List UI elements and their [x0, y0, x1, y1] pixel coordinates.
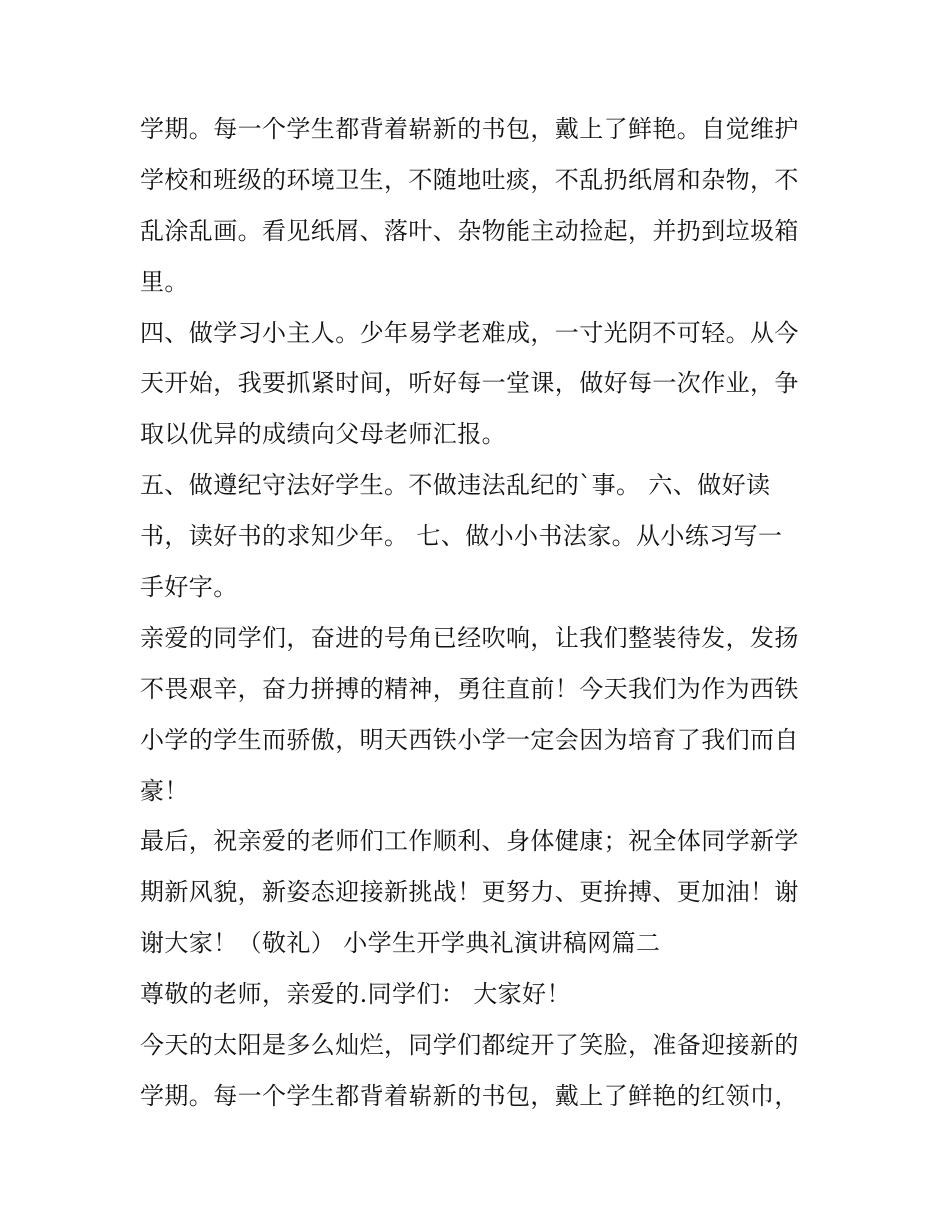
text-line: 手好字。: [140, 573, 238, 602]
text-line: 书，读好书的求知少年。 七、做小小书法家。从小练习写一: [140, 522, 783, 551]
text-line: 谢大家！（敬礼） 小学生开学典礼演讲稿网篇二: [140, 929, 661, 958]
text-line: 学期。每一个学生都背着崭新的书包，戴上了鲜艳。自觉维护: [140, 115, 799, 143]
text-line: 学期。每一个学生都背着崭新的书包，戴上了鲜艳的红领巾，: [140, 1081, 799, 1110]
text-line: 五、做遵纪守法好学生。不做违法乱纪的`事。 六、做好读: [140, 471, 771, 500]
text-line: 豪！: [140, 776, 189, 805]
text-line: 期新风貌，新姿态迎接新挑战！更努力、更拚搏、更加油！谢: [140, 878, 799, 907]
text-line: 尊敬的老师，亲爱的.同学们： 大家好！: [140, 980, 571, 1009]
text-line: 小学的学生而骄傲，明天西铁小学一定会因为培育了我们而自: [140, 725, 799, 754]
text-line: 天开始，我要抓紧时间，听好每一堂课，做好每一次作业，争: [140, 369, 799, 398]
text-line: 里。: [140, 267, 189, 296]
text-line: 亲爱的同学们，奋进的号角已经吹响，让我们整装待发，发扬: [140, 623, 799, 652]
text-line: 取以优异的成绩向父母老师汇报。: [140, 420, 506, 449]
text-line: 不畏艰辛，奋力拼搏的精神，勇往直前！今天我们为作为西铁: [140, 674, 799, 703]
text-line: 今天的太阳是多么灿烂，同学们都绽开了笑脸，准备迎接新的: [140, 1031, 799, 1060]
text-line: 乱涂乱画。看见纸屑、落叶、杂物能主动捡起，并扔到垃圾箱: [140, 216, 799, 245]
body-text: [140, 104, 820, 1122]
text-line: 四、做学习小主人。少年易学老难成，一寸光阴不可轻。从今: [140, 318, 799, 347]
text-line: 学校和班级的环境卫生，不随地吐痰，不乱扔纸屑和杂物，不: [140, 165, 799, 194]
text-line: 最后，祝亲爱的老师们工作顺利、身体健康；祝全体同学新学: [140, 827, 799, 856]
